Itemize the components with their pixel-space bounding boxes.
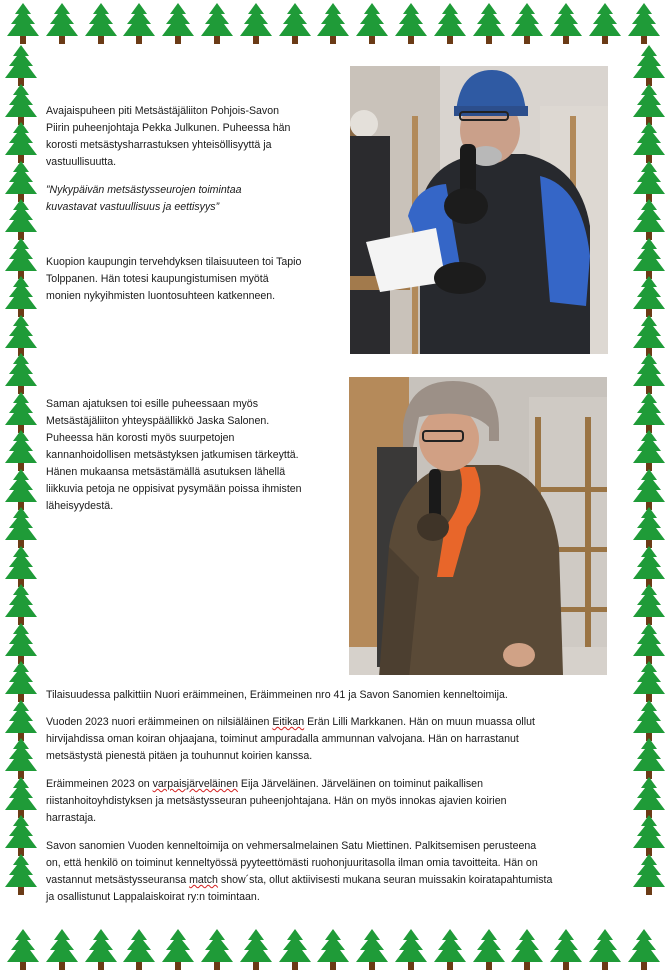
tree-icon (4, 737, 38, 781)
tree-icon (161, 2, 195, 46)
tree-icon (4, 814, 38, 858)
tree-icon (278, 928, 312, 972)
spell-mark: varpaisjärveläinen (152, 778, 238, 790)
tree-icon (355, 928, 389, 972)
tree-icon (355, 2, 389, 46)
tree-icon (4, 583, 38, 627)
spell-mark: Eitikan (272, 716, 305, 728)
tree-icon (632, 198, 666, 242)
tree-icon (239, 928, 273, 972)
tree-icon (45, 928, 79, 972)
tree-icon (510, 2, 544, 46)
tree-icon (122, 928, 156, 972)
tree-icon (316, 928, 350, 972)
tree-icon (632, 583, 666, 627)
tree-icon (4, 352, 38, 396)
tree-icon (239, 2, 273, 46)
tree-icon (200, 928, 234, 972)
tree-icon (632, 121, 666, 165)
spell-mark: match (189, 874, 218, 886)
tree-border-left (0, 0, 40, 976)
photo-speaker-fur-hat (349, 377, 607, 675)
tree-icon (632, 814, 666, 858)
tree-icon (161, 928, 195, 972)
tree-icon (4, 660, 38, 704)
tree-icon (632, 660, 666, 704)
tree-icon (632, 737, 666, 781)
tree-icon (4, 429, 38, 473)
tree-icon (200, 2, 234, 46)
tree-icon (549, 928, 583, 972)
young-hunter-paragraph: Vuoden 2023 nuori eräimmeinen on nilsiäläinen Eitikan Erän Lilli Markkanen. Hän on muun muassa ollut hirvijahdissa oman koiran ohjaajana, toiminut ampuradalla ammunnan valvojana. Hän on harrastanut metsästystä pienestä pitäen ja touhunnut koirien kanssa. (46, 716, 535, 762)
awards-paragraph: Tilaisuudessa palkittiin Nuori eräimmeinen, Eräimmeinen nro 41 ja Savon Sanomien kenneltoimija. (46, 689, 508, 701)
tree-icon (4, 44, 38, 88)
tree-icon (4, 506, 38, 550)
quote-paragraph: ”Nykypäivän metsästysseurojen toimintaa kuvastavat vastuullisuus ja eettisyys” (46, 184, 242, 213)
tree-icon (632, 429, 666, 473)
tree-icon (632, 853, 666, 897)
salonen-speech-paragraph: Saman ajatuksen toi esille puheessaan myös Metsästäjäliiton yhteyspäällikkö Jaska Salonen. Puheessa hän korosti myös suurpetojen kannanhoidollisen metsästyksen jatkumisen tärkeyttä. Hänen mukaansa metsästämällä asutuksen lähellä liikkuvia petoja ne oppisivat pysymään poissa ihmisten läheisyydestä. (46, 398, 302, 512)
hunter-of-year-paragraph: Eräimmeinen 2023 on varpaisjärveläinen Eija Järveläinen. Järveläinen on toiminut paikallisen riistanhoitoyhdistyksen ja metsästysseuran puheenjohtajana. Hän on myös innokas ajavien koirien harrastaja. (46, 778, 507, 824)
tree-icon (4, 198, 38, 242)
tree-icon (84, 928, 118, 972)
tree-icon (588, 2, 622, 46)
tree-icon (632, 275, 666, 319)
tree-icon (549, 2, 583, 46)
tree-border-right (630, 0, 670, 976)
tree-icon (433, 2, 467, 46)
opening-speech-paragraph: Avajaispuheen piti Metsästäjäliiton Pohjois-Savon Piirin puheenjohtaja Pekka Julkunen. Puheessa hän korosti metsästysharrastuksen yhteisöllisyyttä ja vastuullisuutta. (46, 105, 291, 168)
tree-icon (278, 2, 312, 46)
tree-icon (122, 2, 156, 46)
tree-icon (316, 2, 350, 46)
tree-icon (4, 121, 38, 165)
tree-border-bottom (0, 926, 670, 970)
photo-speaker-blue-cap (350, 66, 608, 354)
tree-icon (632, 352, 666, 396)
tree-icon (394, 2, 428, 46)
tree-icon (510, 928, 544, 972)
city-greeting-paragraph: Kuopion kaupungin tervehdyksen tilaisuuteen toi Tapio Tolppanen. Hän totesi kaupungistumisen myötä monien nykyihmisten luontosuhteen katkenneen. (46, 256, 302, 302)
tree-icon (45, 2, 79, 46)
tree-icon (433, 928, 467, 972)
tree-icon (4, 275, 38, 319)
tree-icon (472, 928, 506, 972)
kennel-paragraph: Savon sanomien Vuoden kenneltoimija on vehmersalmelainen Satu Miettinen. Palkitsemisen perusteena on, että henkilö on toiminut kenneltyössä pyyteettömästi ruohonjuuritasolla ilman omia tavoitteita. Hän on vastannut metsästysseuransa match show´sta, ollut aktiivisesti mukana seuran muissakin koiratapahtumista ja osallistunut Lappalaiskoirat ry:n toimintaan. (46, 840, 553, 903)
tree-icon (4, 853, 38, 897)
tree-icon (588, 928, 622, 972)
tree-icon (472, 2, 506, 46)
tree-icon (632, 506, 666, 550)
tree-border-top (0, 0, 670, 44)
tree-icon (632, 44, 666, 88)
tree-icon (394, 928, 428, 972)
tree-icon (84, 2, 118, 46)
